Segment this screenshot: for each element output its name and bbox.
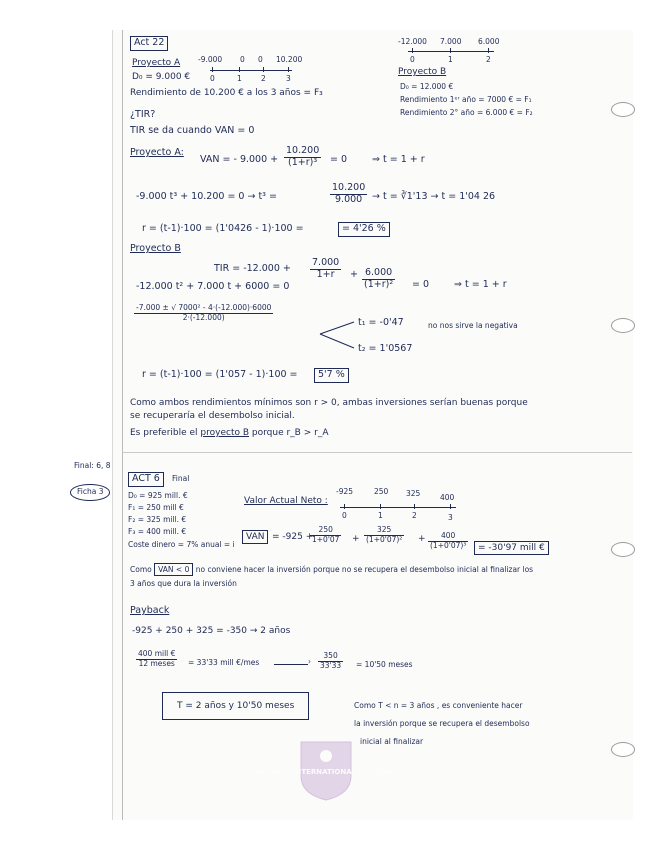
pa-r-result: = 4'26 % (338, 222, 390, 237)
proyB-year-2: 2 (486, 55, 491, 64)
payback-frac1 (136, 650, 177, 668)
proyA-year-0: 0 (210, 74, 215, 83)
pb-t1-note: no nos sirve la negativa (428, 321, 518, 330)
punch-hole (611, 102, 635, 117)
proyA-year-2: 2 (261, 74, 266, 83)
margin-ficha: Ficha 3 (70, 484, 110, 501)
proyA-flow-3: 10.200 (276, 55, 303, 64)
pb-tir-d1: 1+r (316, 268, 335, 280)
payback-eq-mid: = 33'33 mill €/mes (188, 658, 260, 667)
proyB-d0: D₀ = 12.000 € (400, 82, 454, 91)
act6-van-result: = -30'97 mill € (474, 541, 549, 555)
pb-tir: TIR = -12.000 + (214, 263, 291, 274)
tick (288, 67, 289, 72)
payback-frac1-den: 12 meses (138, 658, 175, 668)
pb-t2: t₂ = 1'0567 (358, 343, 413, 354)
tick (212, 67, 213, 72)
tick (263, 67, 264, 72)
pa-van-num: 10.200 (286, 145, 320, 156)
como-c: no conviene hacer la inversión porque no se recupera el desembolso inicial al finalizar los (195, 565, 534, 574)
pa-arrow1: ⇒ t = 1 + r (372, 154, 425, 165)
proyA-label: Proyecto A (132, 58, 181, 68)
pb-r-result: 5'7 % (314, 368, 349, 383)
act6-f3: F₃ = 400 mill. € (128, 527, 187, 536)
conclusion-proyecto-b: proyecto B (200, 428, 250, 438)
proyB-year-0: 0 (410, 55, 415, 64)
punch-hole (611, 318, 635, 333)
proyB-flow-0: -12.000 (398, 37, 427, 46)
pb-quad-den: 2·(-12.000) (182, 312, 225, 322)
pb-title: Proyecto B (130, 243, 181, 254)
act6-year-0: 0 (342, 511, 347, 520)
tick (450, 504, 451, 509)
plus: + (418, 534, 426, 544)
pa-van-den: (1+r)³ (288, 156, 318, 168)
como-a: Como (130, 565, 152, 574)
van-label: Valor Actual Neto : (244, 496, 328, 506)
branch-arrows (318, 316, 358, 352)
pb-tir-d2: (1+r)² (364, 278, 394, 290)
pa-eq2-frac (330, 183, 367, 206)
act6-n1: 250 (310, 526, 341, 536)
final-line3: inicial al finalizar (360, 737, 424, 746)
conclusion-line1: Como ambos rendimientos mínimos son r > 0, ambas inversiones serían buenas porque (130, 398, 528, 408)
como-line (130, 566, 533, 575)
pb-tir-frac2 (362, 268, 395, 291)
conclusion-line2: se recuperaría el desembolso inicial. (130, 411, 295, 421)
arrow-head: › (308, 657, 311, 666)
act6-flow-1: 250 (374, 487, 389, 496)
tick (450, 48, 451, 53)
tick (344, 504, 345, 509)
act6-year-3: 3 (448, 513, 453, 522)
pa-r: r = (t-1)·100 = (1'0426 - 1)·100 = (142, 223, 304, 234)
proyA-rendimiento: Rendimiento de 10.200 € a los 3 años = F₃ (130, 88, 323, 98)
como-d: 3 años que dura la inversión (130, 579, 237, 588)
pb-quad-num: -7.000 ± √ 7000² - 4·(-12.000)·6000 (136, 303, 272, 312)
proyA-flow-0: -9.000 (198, 55, 223, 64)
act6-header-note: Final (172, 474, 190, 483)
watermark-text: MIRABAL INTERNATIONAL ACADEMY (254, 768, 398, 776)
pb-tir-n2: 6.000 (362, 268, 395, 280)
section-divider (122, 452, 632, 453)
payback-frac1-num: 400 mill € (138, 649, 176, 658)
pa-van-frac (284, 146, 321, 169)
act6-year-1: 1 (378, 511, 383, 520)
payback-eq-res: = 10'50 meses (356, 660, 413, 669)
act6-frac3 (428, 532, 468, 550)
pb-quad-frac (134, 304, 273, 322)
act22-header: Act 22 (130, 36, 168, 51)
pb-tir-plus: + (350, 269, 358, 280)
act6-frac2 (364, 526, 404, 544)
margin-line (122, 30, 123, 820)
pa-eq2-den: 9.000 (335, 193, 363, 205)
proyB-flow-1: 7.000 (440, 37, 462, 46)
margin-final-note: Final: 6, 8 (74, 461, 111, 470)
proyB-flow-2: 6.000 (478, 37, 500, 46)
act6-timeline (340, 507, 456, 508)
act6-van-lhs: VAN (242, 530, 268, 544)
proyA-d0: D₀ = 9.000 € (132, 72, 191, 82)
pa-title: Proyecto A: (130, 147, 184, 158)
pa-van-lhs: VAN = - 9.000 + (200, 154, 279, 165)
pa-eq2-rhs: → t = ∛1'13 → t = 1'04 26 (372, 191, 496, 202)
proyB-timeline (408, 51, 494, 52)
tick (239, 67, 240, 72)
act6-n3: 400 (428, 532, 468, 542)
final-line2: la inversión porque se recupera el desembolso (354, 719, 530, 728)
act6-year-2: 2 (412, 511, 417, 520)
tick (380, 504, 381, 509)
act6-flow-2: 325 (406, 489, 421, 498)
proyB-r1: Rendimiento 1ᵉʳ año = 7000 € = F₁ (400, 95, 532, 104)
act6-d2: (1+0'07)² (366, 534, 403, 544)
t-result-box: T = 2 años y 10'50 meses (162, 692, 309, 720)
proyA-year-1: 1 (237, 74, 242, 83)
conclusion-line3 (130, 428, 328, 438)
payback-title: Payback (130, 605, 170, 616)
pb-tir-arrow: ⇒ t = 1 + r (454, 279, 507, 290)
plus: + (352, 534, 360, 544)
pb-t1: t₁ = -0'47 (358, 317, 404, 328)
proyB-year-1: 1 (448, 55, 453, 64)
act6-header: ACT 6 (128, 472, 164, 487)
act6-flow-0: -925 (336, 487, 354, 496)
payback-arrow (274, 664, 308, 665)
tick (414, 504, 415, 509)
pb-tir-rhs: = 0 (412, 279, 430, 290)
proyA-timeline (210, 70, 292, 71)
act6-f2: F₂ = 325 mill. € (128, 515, 187, 524)
punch-hole (611, 742, 635, 757)
punch-hole (611, 542, 635, 557)
tir-question: ¿TIR? (130, 109, 156, 120)
act6-flow-3: 400 (440, 493, 455, 502)
final-line1: Como T < n = 3 años , es conveniente hacer (354, 701, 523, 710)
payback-line1: -925 + 250 + 325 = -350 → 2 años (132, 626, 291, 636)
act6-d1: 1+0'07 (312, 534, 340, 544)
proyB-r2: Rendimiento 2° año = 6.000 € = F₂ (400, 108, 533, 117)
act6-f1: F₁ = 250 mill € (128, 503, 184, 512)
pb-tir-frac1 (310, 258, 341, 281)
conclusion-line3-a: Es preferible el (130, 428, 198, 438)
tick (412, 48, 413, 53)
proyA-flow-1: 0 (240, 55, 245, 64)
act6-frac1 (310, 526, 341, 544)
pa-eq2-num: 10.200 (332, 182, 366, 193)
como-van-box: VAN < 0 (154, 563, 193, 576)
pb-eq: -12.000 t² + 7.000 t + 6000 = 0 (136, 281, 290, 292)
pa-eq2: -9.000 t³ + 10.200 = 0 → t³ = (136, 191, 277, 202)
conclusion-line3-c: porque r_B > r_A (251, 428, 329, 438)
act6-coste: Coste dinero = 7% anual = i (128, 540, 235, 549)
tir-definition: TIR se da cuando VAN = 0 (130, 125, 255, 136)
pb-r: r = (t-1)·100 = (1'057 - 1)·100 = (142, 369, 298, 380)
payback-frac2 (318, 652, 343, 670)
pa-van-rhs: = 0 (330, 154, 348, 165)
pb-tir-n1: 7.000 (312, 257, 340, 268)
act6-d0: D₀ = 925 mill. € (128, 491, 188, 500)
payback-frac2-den: 33'33 (320, 660, 342, 670)
payback-frac2-num: 350 (318, 652, 343, 662)
act6-n2: 325 (364, 526, 404, 536)
proyB-label: Proyecto B (398, 67, 447, 77)
tick (488, 48, 489, 53)
act6-d3: (1+0'07)³ (430, 540, 467, 550)
proyA-flow-2: 0 (258, 55, 263, 64)
act6-van-eq: = -925 + (272, 532, 314, 542)
proyA-year-3: 3 (286, 74, 291, 83)
